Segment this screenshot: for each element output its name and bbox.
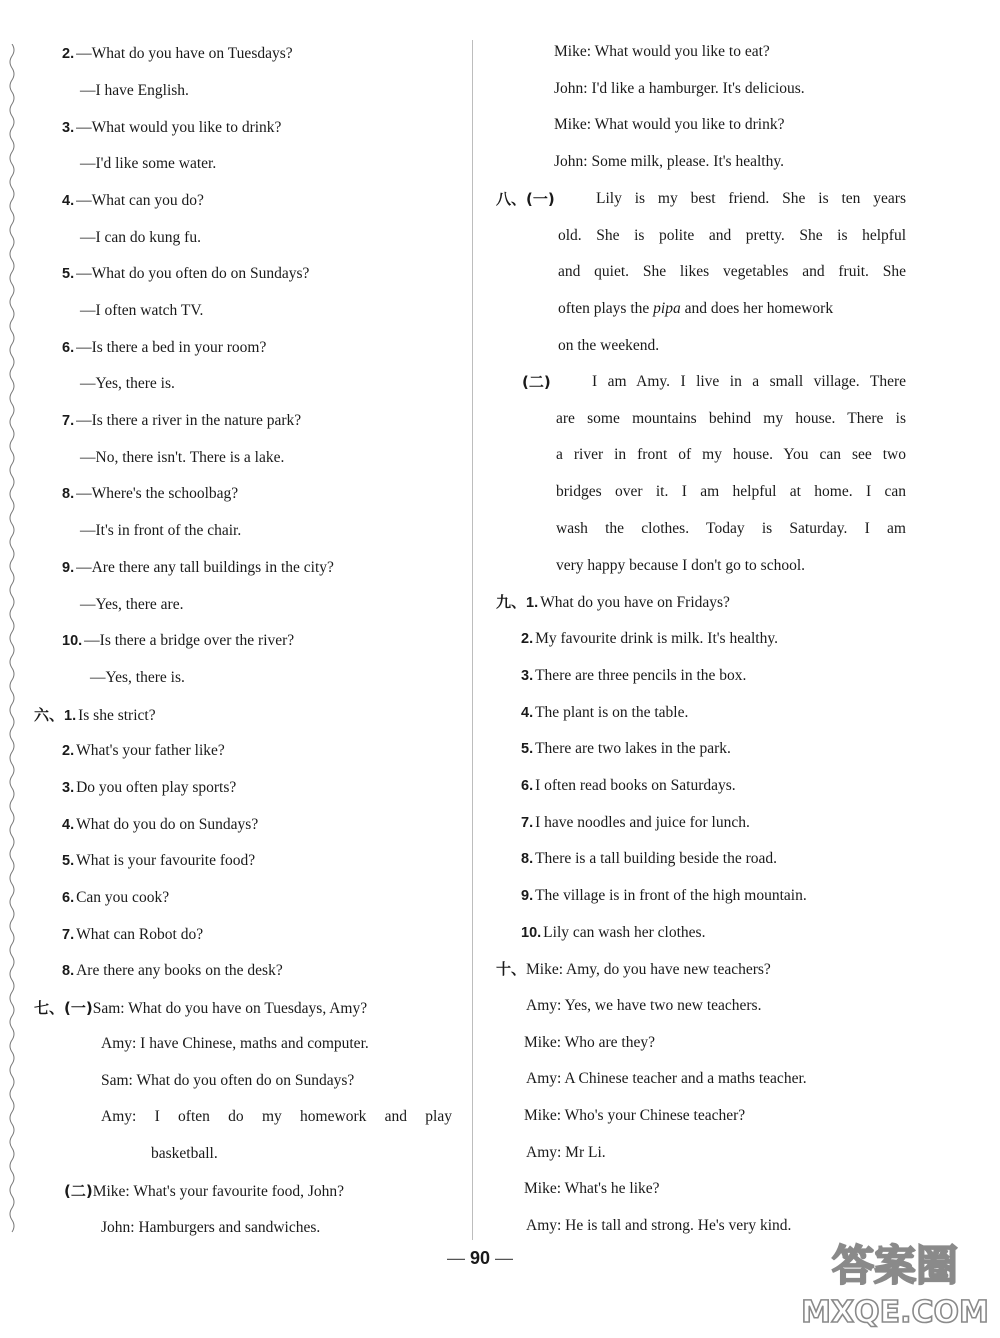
- section-9-item-4: 4. The plant is on the table.: [521, 704, 689, 721]
- section-10-line-2: Amy: Yes, we have two new teachers.: [526, 997, 762, 1014]
- section-10-label: 十、: [496, 960, 527, 978]
- answer-item-8-reply: —It's in front of the chair.: [80, 522, 242, 539]
- section-9-item-3: 3. There are three pencils in the box.: [521, 667, 747, 684]
- answer-item-9: 9. —Are there any tall buildings in the city?: [62, 559, 334, 576]
- watermark-line-1: 答案圈: [831, 1241, 959, 1290]
- section-9-item-1: 九、1. What do you have on Fridays?: [496, 593, 730, 611]
- section-6-item-5: 5. What is your favourite food?: [62, 852, 256, 869]
- section-9-item-6: 6. I often read books on Saturdays.: [521, 777, 736, 794]
- section-7-dialogue-1-line-5: basketball.: [151, 1145, 218, 1162]
- section-10-line-4: Amy: A Chinese teacher and a maths teacher.: [526, 1070, 807, 1087]
- section-8-label: 八、(一): [496, 190, 555, 208]
- answer-item-3: 3. —What would you like to drink?: [62, 119, 282, 136]
- section-8-passage-1-line-1: Lily is my best friend. She is ten years: [596, 190, 906, 207]
- section-6-item-6: 6. Can you cook?: [62, 889, 170, 906]
- section-9-item-9: 9. The village is in front of the high mountain.: [521, 887, 807, 904]
- section-9-item-5: 5. There are two lakes in the park.: [521, 740, 731, 757]
- section-10-line-8: Amy: He is tall and strong. He's very kind.: [526, 1217, 792, 1234]
- answer-item-2-reply: —I have English.: [80, 82, 189, 99]
- section-7-dialogue-2-line-1: (二)Mike: What's your favourite food, John?: [64, 1182, 345, 1200]
- section-8-passage-2-line-2: are some mountains behind my house. There is: [556, 410, 906, 427]
- section-9-item-2: 2. My favourite drink is milk. It's healthy.: [521, 630, 778, 647]
- section-6-item-1: 六、1. Is she strict?: [34, 706, 156, 724]
- dialogue-2-continued-line-4: John: Some milk, please. It's healthy.: [554, 153, 784, 170]
- answer-item-6-reply: —Yes, there is.: [80, 375, 175, 392]
- section-8-passage-1-line-5: on the weekend.: [558, 337, 660, 354]
- margin-wavy-line: [6, 44, 18, 1234]
- section-10-line-5: Mike: Who's your Chinese teacher?: [524, 1107, 746, 1124]
- page-number: — 90 —: [446, 1248, 514, 1268]
- section-7-dialogue-1-line-3: Sam: What do you often do on Sundays?: [101, 1072, 355, 1089]
- answer-item-5: 5. —What do you often do on Sundays?: [62, 265, 310, 282]
- section-8-passage-2-line-3: a river in front of my house. You can see two: [556, 446, 906, 463]
- section-10-line-6: Amy: Mr Li.: [526, 1144, 606, 1161]
- watermark-line-2: MXQE.COM: [801, 1295, 989, 1330]
- section-7-dialogue-1-line-2: Amy: I have Chinese, maths and computer.: [101, 1035, 369, 1052]
- section-9-item-7: 7. I have noodles and juice for lunch.: [521, 814, 750, 831]
- section-6-item-7: 7. What can Robot do?: [62, 926, 204, 943]
- answer-item-6: 6. —Is there a bed in your room?: [62, 339, 267, 356]
- section-9-label: 九、: [496, 593, 527, 611]
- section-6-item-4: 4. What do you do on Sundays?: [62, 816, 259, 833]
- column-divider: [472, 40, 473, 1240]
- answer-item-7: 7. —Is there a river in the nature park?: [62, 412, 302, 429]
- section-10-line-1: 十、Mike: Amy, do you have new teachers?: [496, 960, 771, 978]
- section-7-label: 七、(一): [34, 999, 93, 1017]
- answer-item-2: 2. —What do you have on Tuesdays?: [62, 45, 293, 62]
- answer-item-9-reply: —Yes, there are.: [80, 596, 184, 613]
- section-7-dialogue-1-line-4: Amy: I often do my homework and play: [101, 1108, 452, 1125]
- section-7-part-2-label: (二): [64, 1182, 93, 1200]
- answer-item-5-reply: —I often watch TV.: [80, 302, 204, 319]
- dialogue-2-continued-line-3: Mike: What would you like to drink?: [554, 116, 785, 133]
- answer-item-10: 10. —Is there a bridge over the river?: [62, 632, 295, 649]
- section-8-passage-2-line-4: bridges over it. I am helpful at home. I can: [556, 483, 906, 500]
- section-8-passage-2-line-1: I am Amy. I live in a small village. There: [592, 373, 906, 390]
- section-6-item-2: 2. What's your father like?: [62, 742, 225, 759]
- section-7-dialogue-2-line-2: John: Hamburgers and sandwiches.: [101, 1219, 321, 1236]
- section-8-passage-1-line-2: old. She is polite and pretty. She is helpful: [558, 227, 906, 244]
- answer-item-3-reply: —I'd like some water.: [80, 155, 217, 172]
- answer-item-10-reply: —Yes, there is.: [90, 669, 185, 686]
- section-9-item-10: 10. Lily can wash her clothes.: [521, 924, 706, 941]
- answer-item-7-reply: —No, there isn't. There is a lake.: [80, 449, 285, 466]
- section-8-passage-2-line-6: very happy because I don't go to school.: [556, 557, 806, 574]
- dialogue-2-continued-line-2: John: I'd like a hamburger. It's delicious.: [554, 80, 805, 97]
- section-6-item-3: 3. Do you often play sports?: [62, 779, 237, 796]
- answer-item-8: 8. —Where's the schoolbag?: [62, 485, 239, 502]
- answer-item-4: 4. —What can you do?: [62, 192, 204, 209]
- section-9-item-8: 8. There is a tall building beside the road.: [521, 850, 777, 867]
- section-6-label: 六、: [34, 706, 65, 724]
- section-8-part-2-label: (二): [522, 373, 551, 391]
- section-10-line-3: Mike: Who are they?: [524, 1034, 655, 1051]
- section-7-dialogue-1-line-1: 七、(一)Sam: What do you have on Tuesdays, Amy?: [34, 999, 368, 1017]
- section-8-passage-2-line-5: wash the clothes. Today is Saturday. I am: [556, 520, 906, 537]
- dialogue-2-continued-line-1: Mike: What would you like to eat?: [554, 43, 770, 60]
- answer-item-4-reply: —I can do kung fu.: [80, 229, 201, 246]
- section-8-passage-1-line-4: often plays the pipa and does her homework: [558, 300, 834, 317]
- section-8-passage-1-line-3: and quiet. She likes vegetables and fruit. She: [558, 263, 906, 280]
- section-10-line-7: Mike: What's he like?: [524, 1180, 660, 1197]
- section-6-item-8: 8. Are there any books on the desk?: [62, 962, 283, 979]
- watermark-logo: [795, 1232, 995, 1332]
